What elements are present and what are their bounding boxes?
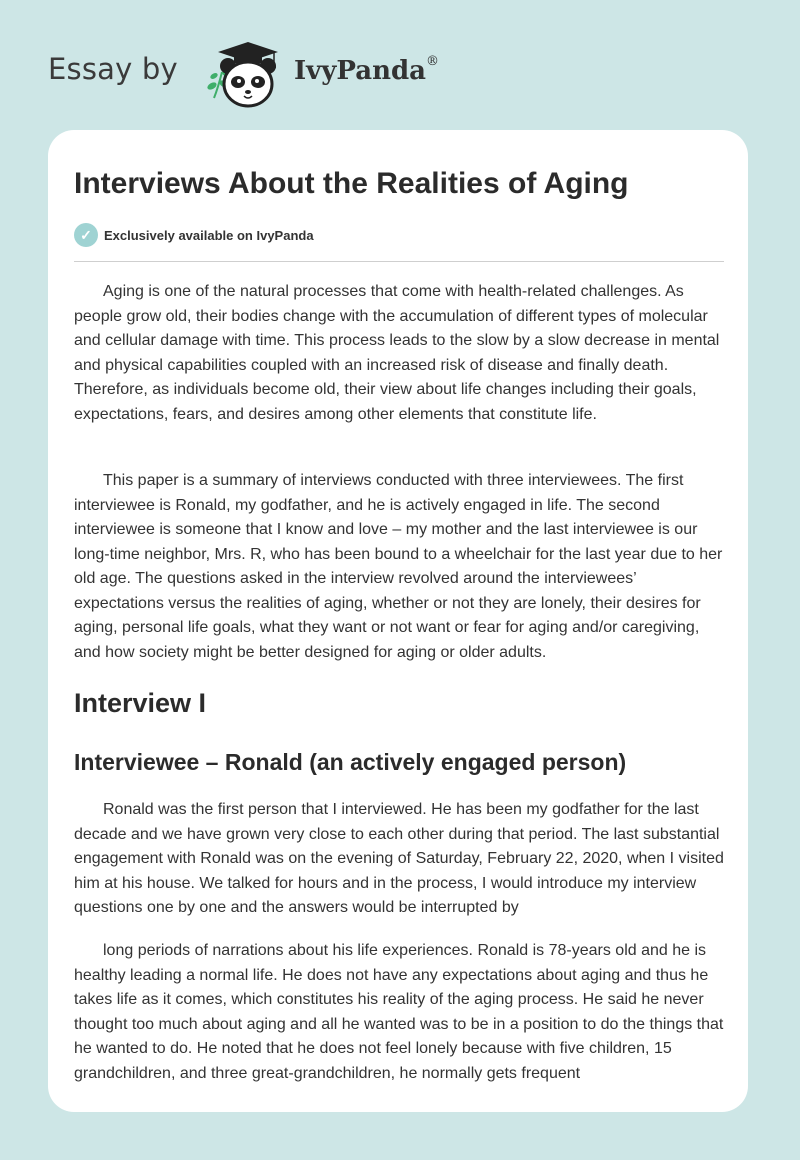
checkmark-icon: ✓ bbox=[74, 223, 98, 247]
article-card bbox=[48, 130, 748, 1112]
paragraph-2: This paper is a summary of interviews conducted with three interviewees. The first interviewee is Ronald, my godfather, and he is actively engaged in life. The second interviewee is someone that I know and love – my mother and the last interviewee is our long-time neighbor, Mrs. R, who has been bound to a wheelchair for the last year due to her old age. The questions asked in the interview revolved around the interviewees’ expectations versus the realities of aging, whether or not they are lonely, their desires for aging, personal life goals, what they want or not want or fear for aging and/or caregiving, and how society might be better designed for aging or older adults. bbox=[74, 472, 723, 661]
divider bbox=[74, 261, 724, 262]
badge-label: Exclusively available on IvyPanda bbox=[104, 227, 314, 243]
brand-name[interactable]: IvyPanda® bbox=[294, 54, 440, 86]
paragraph-1: Aging is one of the natural processes that come with health-related challenges. As people grow old, their bodies change with the accumulation of different types of molecular and cellular damage with time. This process leads to the slow by a slow decrease in mental and physical capabilities coupled with an increased risk of disease and finally death. Therefore, as individuals become old, their view about life changes including their goals, expectations, fears, and desires among other elements that constitute life. bbox=[74, 283, 720, 423]
site-header bbox=[48, 36, 488, 112]
subsection-heading-interviewee: Interviewee – Ronald (an actively engaged person) bbox=[74, 749, 627, 775]
paragraph-3: Ronald was the first person that I interviewed. He has been my godfather for the last decade and we have grown very close to each other during that period. The last substantial engagement with Ronald was on the evening of Saturday, February 22, 2020, when I visited him at his house. We talked for hours and in the process, I would introduce my interview questions one by one and the answers would be interrupted by bbox=[74, 801, 724, 916]
panda-graduate-icon[interactable] bbox=[200, 36, 288, 112]
article-title: Interviews About the Realities of Aging bbox=[74, 167, 629, 200]
section-heading-interview: Interview I bbox=[74, 688, 207, 718]
essay-by-label: Essay by bbox=[48, 52, 178, 86]
paragraph-4: long periods of narrations about his life experiences. Ronald is 78-years old and he is healthy leading a normal life. He does not have any expectations about aging and thus he takes life as it comes, which constitutes his reality of the aging process. He said he never thought too much about aging and all he wanted was to be in a position to do the things that he wanted to do. He noted that he does not feel lonely because with five children, 15 grandchildren, and three great-grandchildren, he normally gets frequent bbox=[74, 942, 724, 1082]
exclusive-badge bbox=[74, 222, 314, 248]
